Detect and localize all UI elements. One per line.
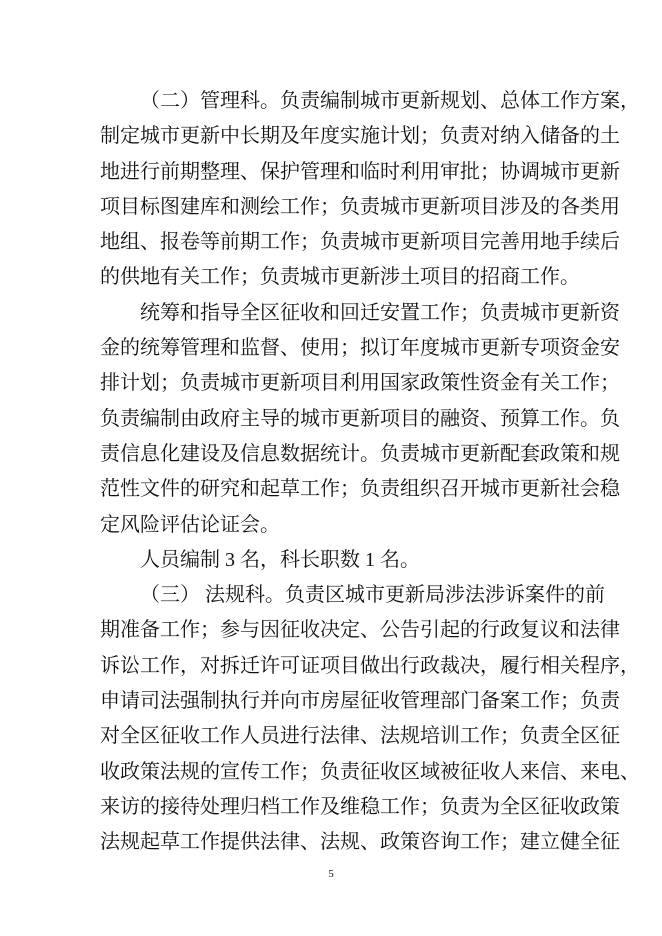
text-line: 统筹和指导全区征收和回迁安置工作；负责城市更新资 bbox=[140, 301, 620, 324]
text-line: 制定城市更新中长期及年度实施计划；负责对纳入储备的土 bbox=[100, 125, 620, 148]
text-line: 范性文件的研究和起草工作；负责组织召开城市更新社会稳 bbox=[100, 478, 620, 501]
text-line: 定风险评估论证会。 bbox=[100, 513, 280, 536]
text-line: 诉讼工作，对拆迁许可证项目做出行政裁决，履行相关程序， bbox=[100, 654, 640, 677]
text-line: 责信息化建设及信息数据统计。负责城市更新配套政策和规 bbox=[100, 442, 620, 465]
text-line: 对全区征收工作人员进行法律、法规培训工作；负责全区征 bbox=[100, 725, 620, 748]
text-line: 来访的接待处理归档工作及维稳工作；负责为全区征收政策 bbox=[100, 795, 620, 818]
text-line: 排计划；负责城市更新项目利用国家政策性资金有关工作； bbox=[100, 372, 620, 395]
text-line: 地进行前期整理、保护管理和临时利用审批；协调城市更新 bbox=[100, 160, 620, 183]
text-line: 申请司法强制执行并向市房屋征收管理部门备案工作；负责 bbox=[100, 690, 620, 713]
text-line: 法规起草工作提供法律、法规、政策咨询工作；建立健全征 bbox=[100, 831, 620, 854]
text-line: 期准备工作；参与因征收决定、公告引起的行政复议和法律 bbox=[100, 619, 620, 642]
page-number: 5 bbox=[328, 868, 334, 880]
text-line: 项目标图建库和测绘工作；负责城市更新项目涉及的各类用 bbox=[100, 195, 620, 218]
text-line: 负责编制由政府主导的城市更新项目的融资、预算工作。负 bbox=[100, 407, 620, 430]
text-line: 人员编制 3 名，科长职数 1 名。 bbox=[140, 548, 420, 571]
paragraph bbox=[100, 296, 620, 543]
body-text bbox=[100, 84, 640, 861]
paragraph bbox=[100, 84, 640, 296]
text-line: （二）管理科。负责编制城市更新规划、总体工作方案， bbox=[140, 90, 640, 112]
text-line: 金的统筹管理和监督、使用；拟订年度城市更新专项资金安 bbox=[100, 337, 620, 360]
paragraph bbox=[100, 543, 576, 578]
text-line: （三） 法规科。负责区城市更新局涉法涉诉案件的前 bbox=[140, 584, 605, 607]
text-line: 的供地有关工作；负责城市更新涉土项目的招商工作。 bbox=[100, 266, 580, 289]
text-line: 地组、报卷等前期工作；负责城市更新项目完善用地手续后 bbox=[100, 231, 620, 254]
text-line: 收政策法规的宣传工作；负责征收区域被征收人来信、来电、 bbox=[100, 760, 640, 783]
paragraph bbox=[100, 578, 640, 860]
